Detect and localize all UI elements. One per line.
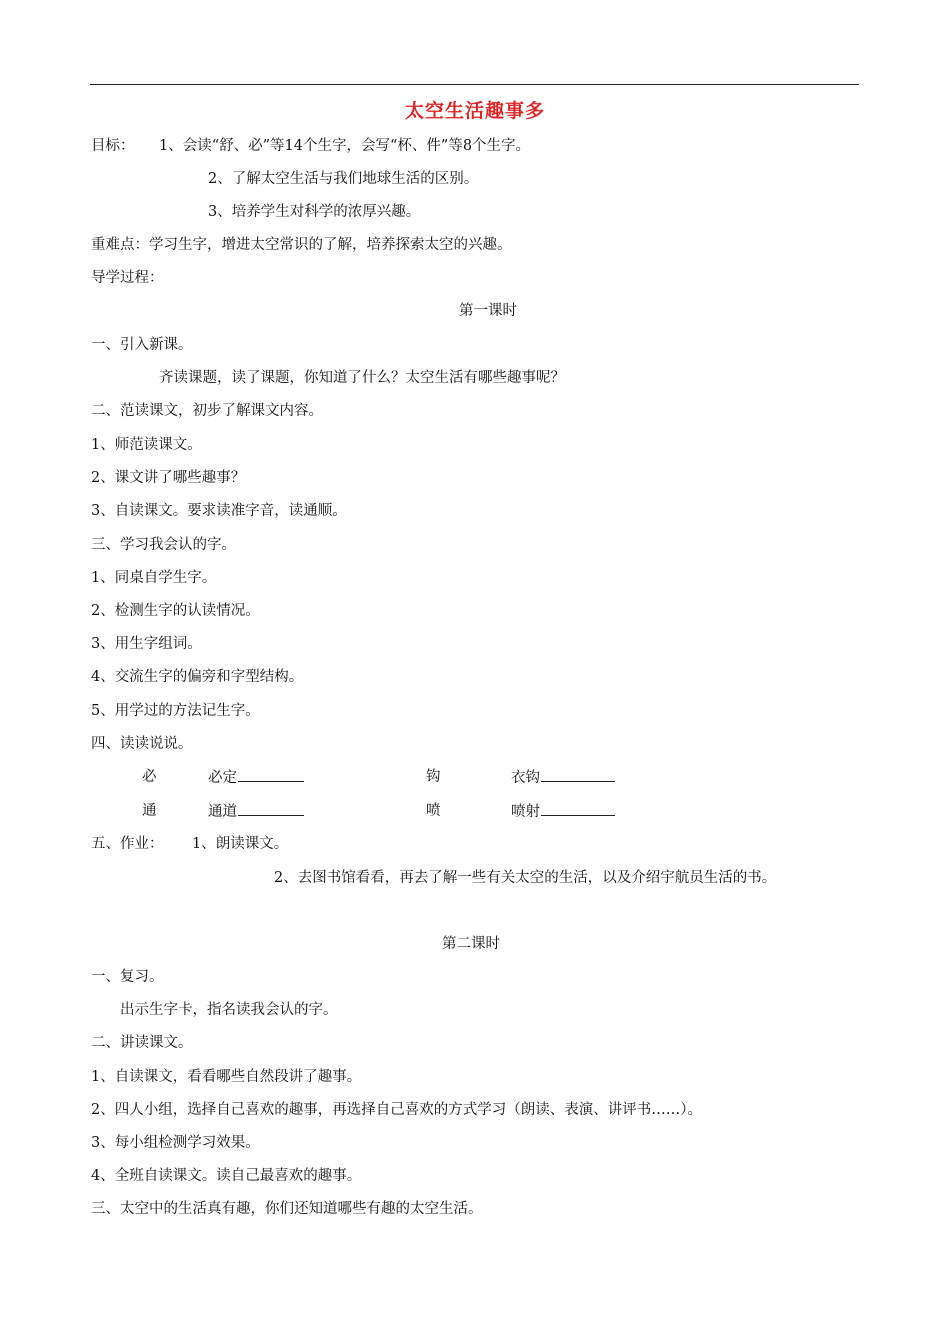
list-item: 3、每小组检测学习效果。 — [91, 1135, 260, 1151]
list-item: 4、全班自读课文。读自己最喜欢的趣事。 — [91, 1168, 362, 1184]
list-item: 2、检测生字的认读情况。 — [91, 603, 260, 619]
word-char: 喷 — [426, 803, 441, 819]
answer-blank — [541, 767, 615, 782]
list-item: 3、自读课文。要求读准字音，读通顺。 — [91, 503, 347, 519]
word-text: 必定 — [208, 770, 237, 786]
section-heading: 四、读读说说。 — [91, 736, 193, 752]
section-heading: 二、讲读课文。 — [91, 1035, 193, 1051]
goal-item: 3、培养学生对科学的浓厚兴趣。 — [208, 204, 421, 220]
section-heading: 三、学习我会认的字。 — [91, 537, 236, 553]
homework-item: 2、去图书馆看看，再去了解一些有关太空的生活，以及介绍宇航员生活的书。 — [274, 870, 777, 886]
list-item: 2、四人小组，选择自己喜欢的趣事，再选择自己喜欢的方式学习（朗读、表演、讲评书……）。 — [91, 1102, 702, 1118]
list-item: 1、自读课文，看看哪些自然段讲了趣事。 — [91, 1069, 362, 1085]
process-label: 导学过程： — [91, 270, 164, 286]
header-rule — [90, 84, 859, 85]
goal-item: 2、了解太空生活与我们地球生活的区别。 — [208, 171, 479, 187]
list-item: 5、用学过的方法记生字。 — [91, 703, 260, 719]
list-item: 1、师范读课文。 — [91, 437, 202, 453]
word-fill-blank — [208, 767, 304, 788]
answer-blank — [238, 767, 304, 782]
word-char: 必 — [142, 769, 157, 785]
list-item: 3、用生字组词。 — [91, 636, 202, 652]
list-item: 4、交流生字的偏旁和字型结构。 — [91, 669, 304, 685]
key-points: 重难点：学习生字，增进太空常识的了解，培养探索太空的兴趣。 — [91, 237, 512, 253]
goals-label: 目标： — [91, 138, 135, 154]
homework-label: 五、作业： — [91, 836, 164, 852]
section-heading: 一、引入新课。 — [91, 337, 193, 353]
word-text: 衣钩 — [511, 770, 540, 786]
word-text: 喷射 — [511, 804, 540, 820]
lesson1-heading: 第一课时 — [459, 303, 517, 319]
paragraph: 出示生字卡，指名读我会认的字。 — [120, 1002, 338, 1018]
word-char: 钩 — [426, 769, 441, 785]
goal-item: 1、会读“舒、必”等14个生字，会写“杯、件”等8个生字。 — [159, 138, 531, 154]
section-heading: 一、复习。 — [91, 969, 164, 985]
list-item: 1、同桌自学生字。 — [91, 570, 217, 586]
section-heading: 三、太空中的生活真有趣，你们还知道哪些有趣的太空生活。 — [91, 1201, 483, 1217]
word-fill-blank — [511, 801, 615, 822]
word-char: 通 — [142, 803, 157, 819]
word-text: 通道 — [208, 804, 237, 820]
word-fill-blank — [511, 767, 615, 788]
document-title: 太空生活趣事多 — [404, 100, 545, 122]
section-heading: 二、范读课文，初步了解课文内容。 — [91, 403, 323, 419]
answer-blank — [541, 801, 615, 816]
list-item: 2、课文讲了哪些趣事？ — [91, 470, 246, 486]
word-fill-blank — [208, 801, 304, 822]
lesson2-heading: 第二课时 — [442, 936, 500, 952]
paragraph: 齐读课题，读了课题，你知道了什么？太空生活有哪些趣事呢？ — [159, 370, 565, 386]
homework-item: 1、朗读课文。 — [192, 836, 289, 852]
answer-blank — [238, 801, 304, 816]
